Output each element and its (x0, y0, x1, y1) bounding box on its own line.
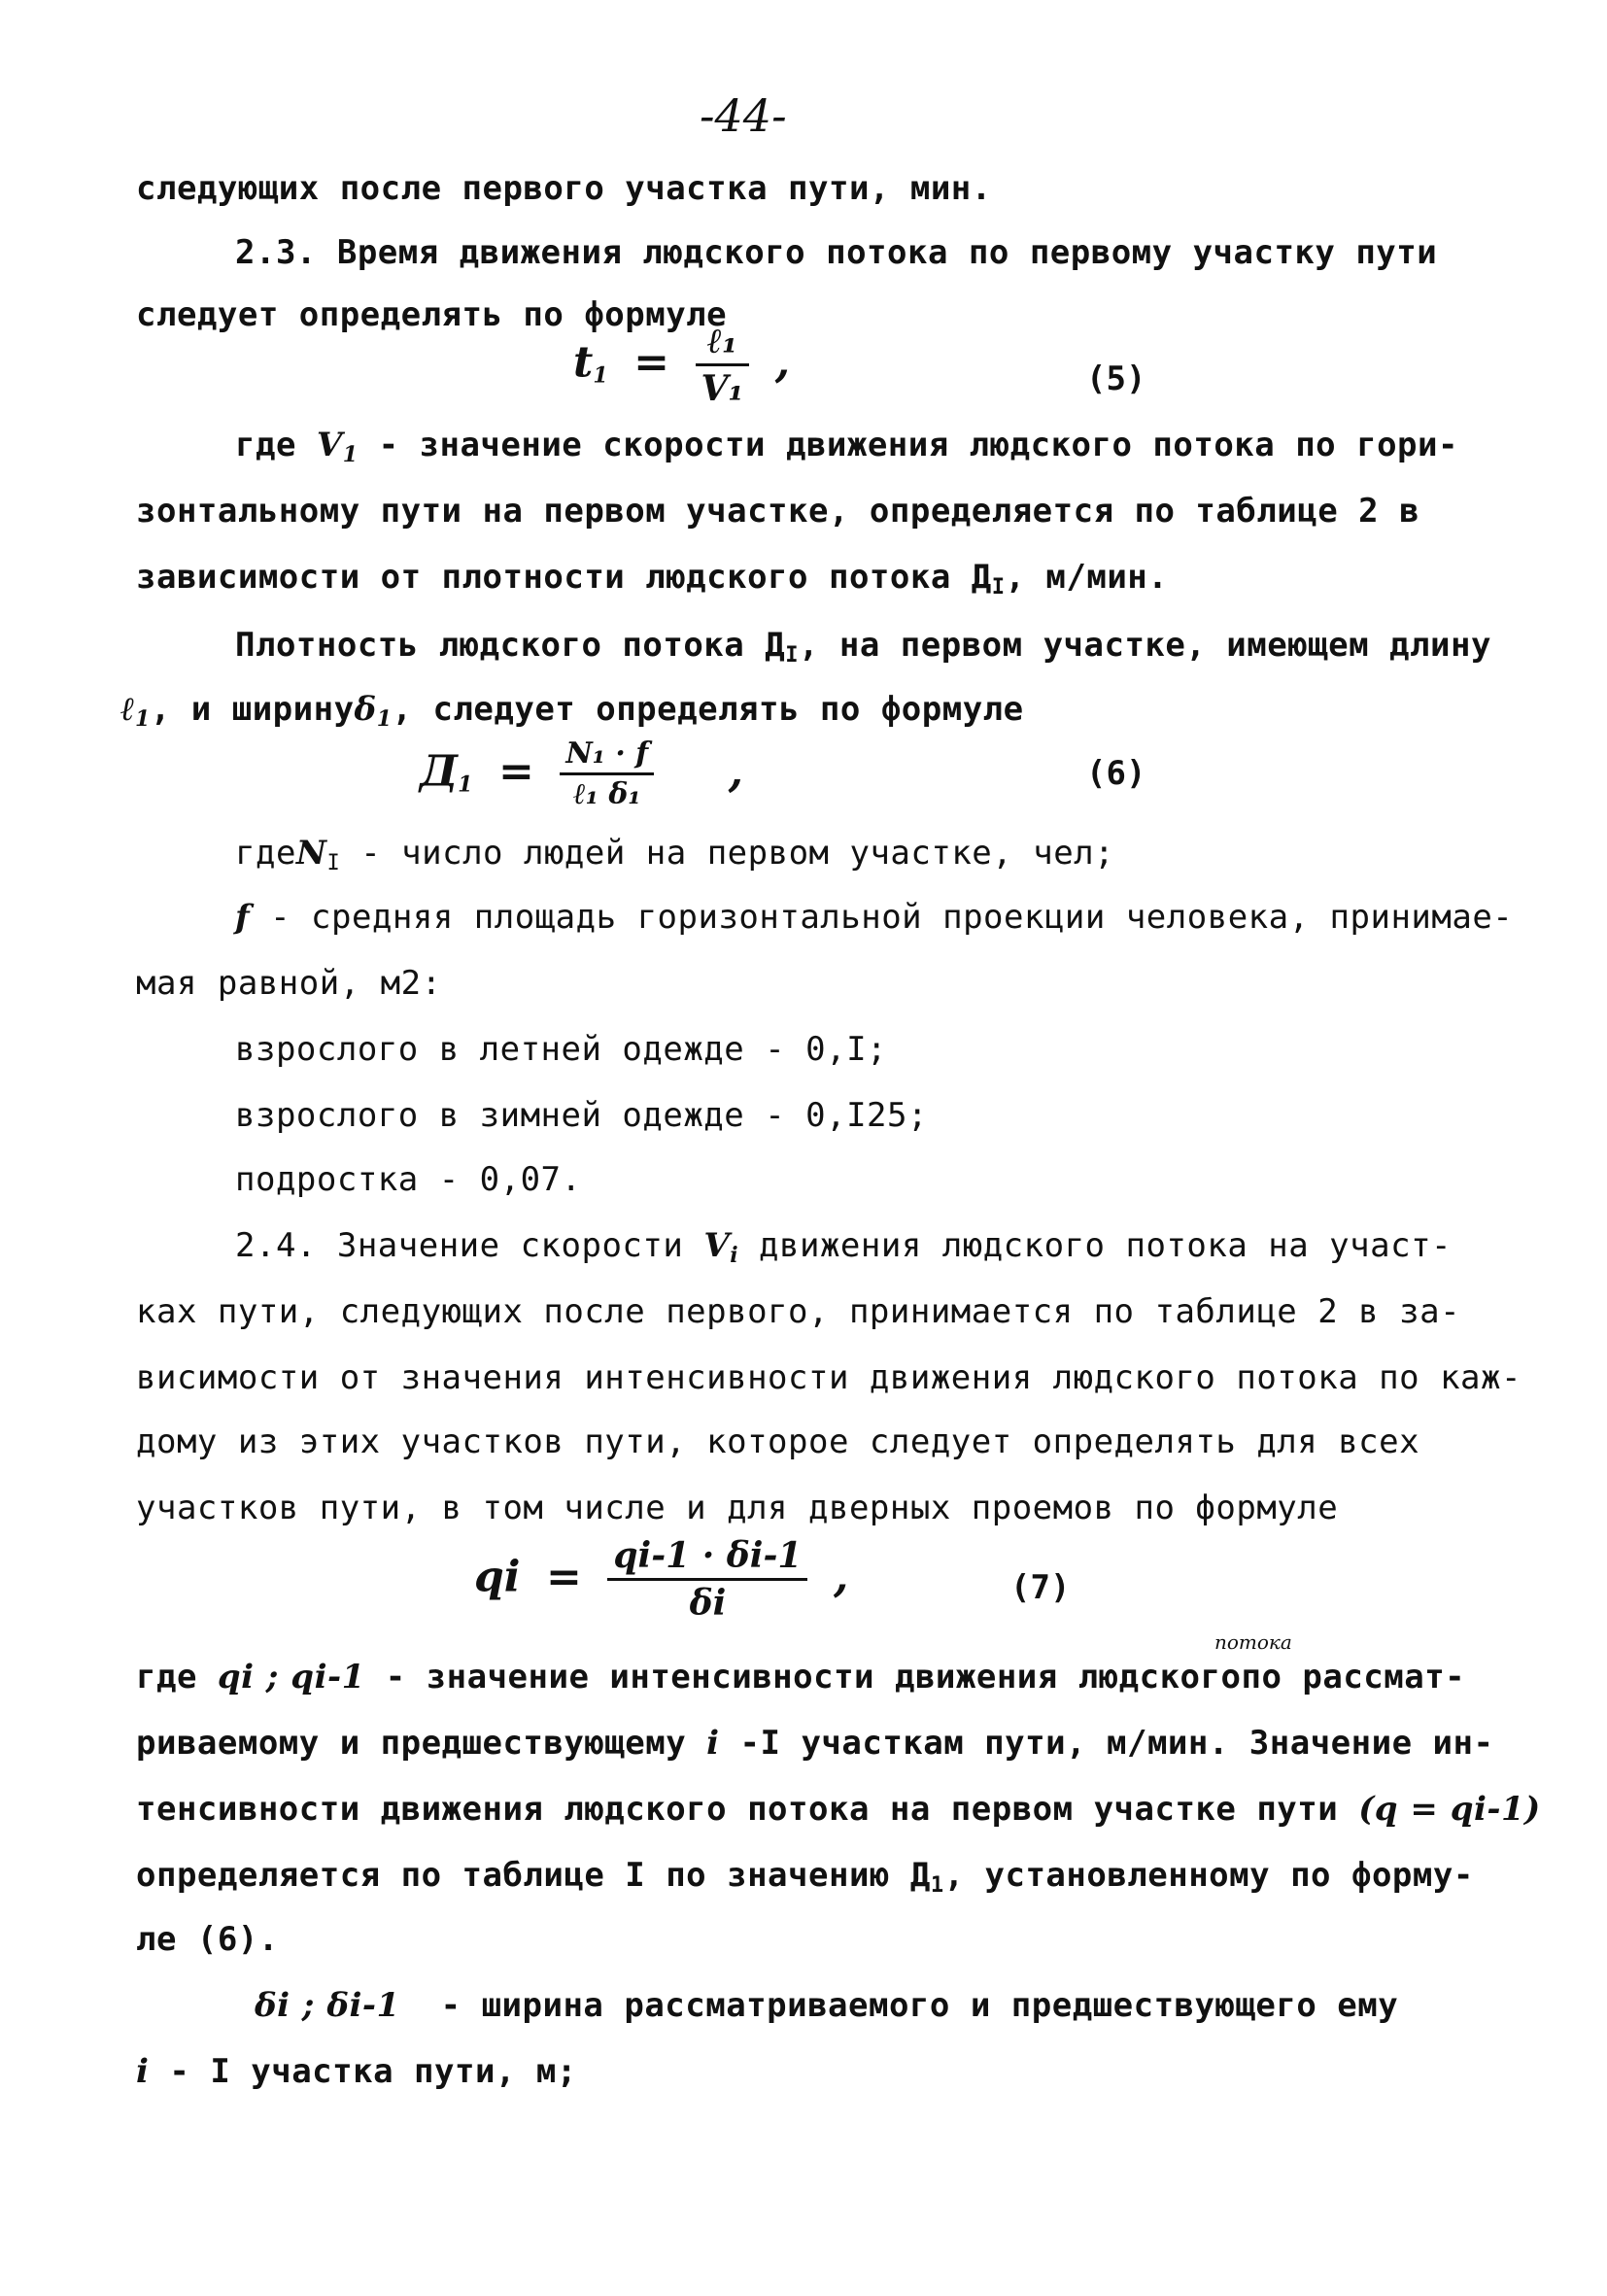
text-line-24: риваемому и предшествующему i -I участкам пути, м/мин. Значение ин- (136, 1724, 1494, 1763)
text-line-6: зонтальному пути на первом участке, определяется по таблице 2 в (136, 492, 1420, 531)
text-line-11: гдеN$_I$ - число людей на первом участке, чел; (235, 834, 1115, 875)
text-line-12: f - средняя площадь горизонтальной проекции человека, принимае- (235, 898, 1514, 937)
formula-5-lhs-sub: 1 (593, 362, 608, 389)
formula-5-denominator: V₁ (701, 368, 744, 409)
text-line-21: участков пути, в том числе и для дверных проемов по формуле (136, 1489, 1339, 1527)
text-line-29: i - I участка пути, м; (136, 2052, 577, 2091)
formula-7-lhs: qi (474, 1552, 521, 1602)
formula-5-equals: = (633, 337, 670, 388)
text-line-23: где qi ; qi-1 - значение интенсивности движения людскогопо рассмат- (136, 1658, 1466, 1696)
text-line-27: ле (6). (136, 1920, 279, 1959)
text-line-20: дому из этих участков пути, которое следует определять для всех (136, 1422, 1420, 1461)
formula-6-lhs: Д (420, 746, 459, 797)
text-line-1: следующих после первого участка пути, мин. (136, 169, 992, 208)
text-line-28: δi ; δi-1 - ширина рассматриваемого и предшествующего ему (255, 1986, 1399, 2025)
formula-6 (420, 737, 743, 811)
formula-6-comma: , (728, 746, 743, 797)
formula-7-comma: , (833, 1552, 849, 1602)
equation-number-5: (5) (1086, 360, 1146, 398)
text-line-9: ℓ$_1$, и ширинуδ$_1$, следует определять по формуле (120, 690, 1024, 732)
text-line-26: определяется по таблице I по значению $Д_1$, установленному по форму- (136, 1856, 1474, 1898)
handwritten-insertion: потока (1214, 1630, 1292, 1654)
text-line-19: висимости от значения интенсивности движения людского потока по каж- (136, 1358, 1522, 1397)
formula-5-comma: , (774, 337, 791, 388)
text-line-7: зависимости от плотности людского потока $Д_I$, м/мин. (136, 558, 1169, 600)
formula-6-denominator: ℓ₁ δ₁ (572, 777, 641, 811)
formula-6-numerator: N₁ · f (560, 737, 654, 775)
formula-7-equals: = (545, 1552, 582, 1602)
text-line-5: где $V_1$ - значение скорости движения людского потока по гори- (235, 426, 1458, 467)
text-line-14: взрослого в летней одежде - 0,I; (235, 1030, 888, 1069)
formula-5-fraction (696, 321, 750, 409)
text-line-2: 2.3. Время движения людского потока по первому участку пути (235, 233, 1438, 272)
formula-5-numerator: ℓ₁ (696, 321, 750, 366)
text-line-25: тенсивности движения людского потока на первом участке пути (q = qi-1) (136, 1790, 1541, 1829)
formula-6-equals: = (497, 746, 534, 797)
equation-number-6: (6) (1086, 754, 1146, 793)
text-line-3: следует определять по формуле (136, 295, 728, 334)
formula-5 (573, 321, 790, 409)
formula-7-fraction (607, 1535, 807, 1624)
text-line-18: ках пути, следующих после первого, принимается по таблице 2 в за- (136, 1292, 1461, 1331)
formula-6-lhs-sub: 1 (458, 771, 473, 798)
text-line-16: подростка - 0,07. (235, 1160, 582, 1199)
equation-number-7: (7) (1010, 1568, 1071, 1607)
formula-6-fraction (560, 737, 654, 811)
text-line-13: мая равной, м2: (136, 964, 442, 1003)
page-number: -44- (700, 89, 787, 142)
formula-7 (474, 1535, 848, 1624)
formula-7-numerator: qi-1 · δi-1 (607, 1535, 807, 1581)
formula-7-denominator: δi (689, 1583, 727, 1624)
text-line-8: Плотность людского потока $Д_I$, на первом участке, имеющем длину (235, 626, 1491, 668)
formula-5-lhs: t (573, 337, 594, 388)
text-line-15: взрослого в зимней одежде - 0,I25; (235, 1096, 928, 1135)
text-line-17: 2.4. Значение скорости $V_i$ движения людского потока на участ- (235, 1226, 1453, 1268)
